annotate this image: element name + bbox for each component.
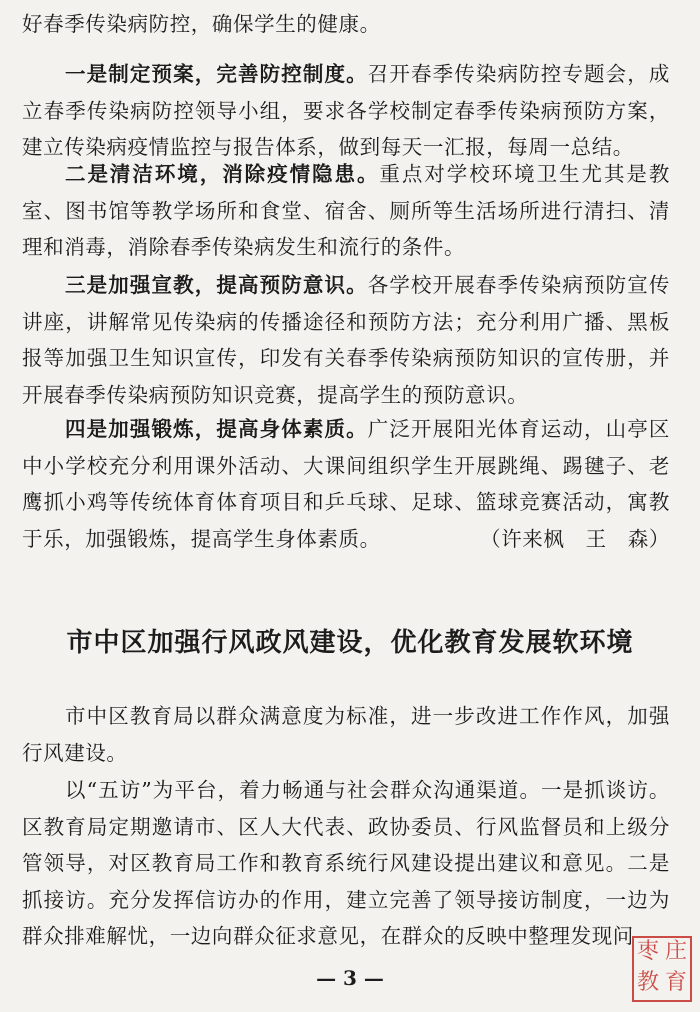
- measure-three-body: 各学校开展春季传染病预防宣传讲座，讲解常见传染病的传播途径和预防方法；充分利用广播、黑板报等加强卫生知识宣传，印发有关春季传染病预防知识的宣传册，并开展春季传染病预防知识竞赛，提高学生的预防意识。: [22, 273, 670, 407]
- measure-one-heading: 一是制定预案，完善防控制度。: [65, 62, 368, 86]
- seal-char: 庄: [664, 939, 687, 964]
- measure-two-heading: 二是清洁环境，消除疫情隐患。: [65, 162, 380, 186]
- author-signature: （许来枫 王 森）: [480, 526, 670, 551]
- red-seal-stamp: [632, 936, 692, 1002]
- page-number: — 3 —: [316, 966, 384, 990]
- measure-three-heading: 三是加强宣教，提高预防意识。: [65, 273, 368, 297]
- seal-char: 育: [664, 970, 687, 995]
- article-body-paragraph: 以“五访”为平台，着力畅通与社会群众沟通渠道。一是抓谈访。区教育局定期邀请市、区人大代表、政协委员、行风监督员和上级分管领导，对区教育局工作和教育系统行风建设提出建议和意见。二是抓接访。充分发挥信访办的作用，建立完善了领导接访制度，一边为群众排难解忧，一边向群众征求意见，在群众的反映中整理发现问: [22, 778, 670, 948]
- measure-one-paragraph: [22, 56, 670, 166]
- measure-three-paragraph: [22, 267, 670, 413]
- measure-four-body: 广泛开展阳光体育运动，山亭区中小学校充分利用课外活动、大课间组织学生开展跳绳、踢毽子、老鹰抓小鸡等传统体育体育项目和乒乓球、足球、篮球竞赛活动，寓教于乐，加强锻炼，提高学生身体素质。: [22, 417, 670, 551]
- measure-four-paragraph: [22, 411, 670, 557]
- measure-two-paragraph: [22, 156, 670, 266]
- article-title: 市中区加强行风政风建设，优化教育发展软环境: [66, 628, 634, 658]
- measure-two-body: 重点对学校环境卫生尤其是教室、图书馆等教学场所和食堂、宿舍、厕所等生活场所进行清扫、清理和消毒，消除春季传染病发生和流行的条件。: [22, 162, 670, 259]
- measure-one-body: 召开春季传染病防控专题会，成立春季传染病防控领导小组，要求各学校制定春季传染病预防方案，建立传染病疫情监控与报告体系，做到每天一汇报，每周一总结。: [22, 62, 670, 159]
- measure-four-heading: 四是加强锻炼，提高身体素质。: [65, 417, 368, 441]
- article-intro-paragraph: 市中区教育局以群众满意度为标准，进一步改进工作作风，加强行风建设。: [22, 704, 670, 765]
- seal-char: 教: [636, 970, 659, 995]
- continued-paragraph: 好春季传染病防控，确保学生的健康。: [22, 12, 381, 36]
- seal-char: 枣: [636, 939, 659, 964]
